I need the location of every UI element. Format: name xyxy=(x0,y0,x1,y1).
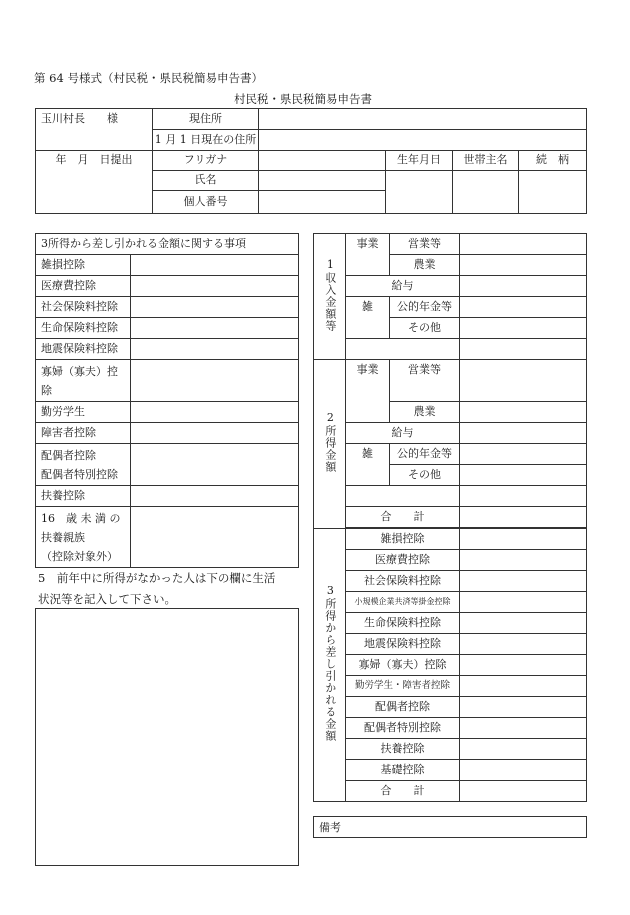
earnings-pension-field[interactable] xyxy=(460,444,587,465)
earnings-blank-field[interactable] xyxy=(460,486,587,507)
income-blank-label xyxy=(346,339,460,360)
living-situation-box[interactable] xyxy=(35,608,299,866)
income-other-field[interactable] xyxy=(460,318,587,339)
earnings-other-field[interactable] xyxy=(460,465,587,486)
deducted-item-field[interactable] xyxy=(460,718,587,739)
birthdate-label: 生年月日 xyxy=(386,151,453,171)
deducted-item-field[interactable] xyxy=(460,613,587,634)
header-table xyxy=(35,108,587,214)
earnings-salary-label: 給与 xyxy=(346,423,460,444)
income-other-label: その他 xyxy=(390,318,460,339)
earnings-salary-field[interactable] xyxy=(460,423,587,444)
deducted-label: 3所得から差し引かれる金額 xyxy=(323,584,337,743)
deducted-item-label: 社会保険料控除 xyxy=(346,571,460,592)
deducted-item-field[interactable] xyxy=(460,634,587,655)
earnings-misc-label: 雑 xyxy=(346,444,390,486)
deduction-field[interactable] xyxy=(131,339,299,360)
spouse-line1: 配偶者控除 xyxy=(41,448,96,462)
income-section-label xyxy=(314,234,346,360)
student-label: 勤労学生 xyxy=(36,402,131,423)
current-address-label: 現住所 xyxy=(153,109,259,130)
income-agriculture-field[interactable] xyxy=(460,255,587,276)
under16-label xyxy=(36,507,131,568)
income-agriculture-label: 農業 xyxy=(390,255,460,276)
deducted-item-label: 地震保険料控除 xyxy=(346,634,460,655)
birthdate-field[interactable] xyxy=(386,171,453,214)
deducted-section-label xyxy=(314,529,346,802)
name-label: 氏名 xyxy=(153,171,259,191)
widow-line2: 除 xyxy=(41,383,52,397)
deduction-label: 社会保険料控除 xyxy=(36,297,131,318)
current-address-field[interactable] xyxy=(259,109,587,130)
earnings-sales-label: 営業等 xyxy=(390,360,460,402)
earnings-pension-label: 公的年金等 xyxy=(390,444,460,465)
earnings-business-label: 事業 xyxy=(346,360,390,423)
widow-deduction-label xyxy=(36,360,131,402)
income-blank-field[interactable] xyxy=(460,339,587,360)
deducted-item-label: 小規模企業共済等掛金控除 xyxy=(346,592,460,613)
spouse-deduction-field[interactable] xyxy=(131,444,299,486)
income-pension-field[interactable] xyxy=(460,297,587,318)
deducted-item-label: 寡婦（寡夫）控除 xyxy=(346,655,460,676)
deduction-label: 生命保険料控除 xyxy=(36,318,131,339)
deducted-item-field[interactable] xyxy=(460,697,587,718)
under16-line1: 16 歳 未 満 の xyxy=(41,511,121,525)
deducted-item-field[interactable] xyxy=(460,550,587,571)
disability-label: 障害者控除 xyxy=(36,423,131,444)
deducted-item-field[interactable] xyxy=(460,529,587,550)
widow-deduction-field[interactable] xyxy=(131,360,299,402)
deducted-item-label: 配偶者特別控除 xyxy=(346,718,460,739)
income-business-label: 事業 xyxy=(346,234,390,276)
deductions-title: 3所得から差し引かれる金額に関する事項 xyxy=(36,234,299,255)
jan1-address-field[interactable] xyxy=(259,130,587,151)
deducted-item-field[interactable] xyxy=(460,592,587,613)
deducted-total-field[interactable] xyxy=(460,781,587,802)
dependent-label: 扶養控除 xyxy=(36,486,131,507)
deducted-item-field[interactable] xyxy=(460,760,587,781)
widow-line1: 寡婦（寡夫）控 xyxy=(41,364,118,378)
furigana-field[interactable] xyxy=(259,151,386,171)
spouse-deduction-label xyxy=(36,444,131,486)
income-table xyxy=(313,233,587,802)
deducted-item-label: 配偶者控除 xyxy=(346,697,460,718)
student-field[interactable] xyxy=(131,402,299,423)
deduction-label: 医療費控除 xyxy=(36,276,131,297)
earnings-blank-label xyxy=(346,486,460,507)
remarks-box[interactable] xyxy=(313,816,587,838)
deducted-item-label: 雑損控除 xyxy=(346,529,460,550)
earnings-total-label: 合 計 xyxy=(346,507,460,528)
earnings-other-label: その他 xyxy=(390,465,460,486)
deducted-item-field[interactable] xyxy=(460,676,587,697)
remarks-label: 備考 xyxy=(319,821,341,834)
income-sales-field[interactable] xyxy=(460,234,587,255)
household-head-field[interactable] xyxy=(453,171,519,214)
individual-number-field[interactable] xyxy=(259,191,386,214)
section5-line1: 5 前年中に所得がなかった人は下の欄に生活 xyxy=(38,571,276,585)
income-pension-label: 公的年金等 xyxy=(390,297,460,318)
furigana-label: フリガナ xyxy=(153,151,259,171)
deducted-item-label: 基礎控除 xyxy=(346,760,460,781)
disability-field[interactable] xyxy=(131,423,299,444)
deduction-label: 雑損控除 xyxy=(36,255,131,276)
deducted-item-label: 扶養控除 xyxy=(346,739,460,760)
jan1-address-label: 1 月 1 日現在の住所 xyxy=(153,130,259,151)
under16-line2: 扶養親族 xyxy=(41,530,85,544)
deducted-item-field[interactable] xyxy=(460,571,587,592)
income-sales-label: 営業等 xyxy=(390,234,460,255)
addressee: 玉川村長 様 xyxy=(36,109,153,151)
deductions-table xyxy=(35,233,299,568)
relationship-label: 続 柄 xyxy=(519,151,587,171)
earnings-sales-field[interactable] xyxy=(460,360,587,402)
deducted-item-field[interactable] xyxy=(460,739,587,760)
under16-field[interactable] xyxy=(131,507,299,568)
income-salary-field[interactable] xyxy=(460,276,587,297)
submission-date: 年 月 日提出 xyxy=(36,151,153,214)
section5-line2: 状況等を記入して下さい。 xyxy=(38,592,176,606)
deducted-item-label: 医療費控除 xyxy=(346,550,460,571)
income-label: 1収入金額等 xyxy=(323,257,337,332)
income-misc-label: 雑 xyxy=(346,297,390,339)
name-field[interactable] xyxy=(259,171,386,191)
deduction-field[interactable] xyxy=(131,255,299,276)
deduction-field[interactable] xyxy=(131,297,299,318)
deduction-field[interactable] xyxy=(131,318,299,339)
deducted-item-field[interactable] xyxy=(460,655,587,676)
household-head-label: 世帯主名 xyxy=(453,151,519,171)
income-salary-label: 給与 xyxy=(346,276,460,297)
earnings-agriculture-label: 農業 xyxy=(390,402,460,423)
dependent-field[interactable] xyxy=(131,486,299,507)
earnings-section-label xyxy=(314,360,346,529)
earnings-total-field[interactable] xyxy=(460,507,587,528)
deducted-item-label: 生命保険料控除 xyxy=(346,613,460,634)
deduction-label: 地震保険料控除 xyxy=(36,339,131,360)
earnings-agriculture-field[interactable] xyxy=(460,402,587,423)
deducted-total-label: 合 計 xyxy=(346,781,460,802)
spouse-line2: 配偶者特別控除 xyxy=(41,467,118,481)
deducted-item-label: 勤労学生・障害者控除 xyxy=(346,676,460,697)
relationship-field[interactable] xyxy=(519,171,587,214)
deduction-field[interactable] xyxy=(131,276,299,297)
earnings-label: 2所得金額 xyxy=(323,411,337,474)
form-title: 村民税・県民税簡易申告書 xyxy=(234,92,372,106)
under16-line3: （控除対象外） xyxy=(41,549,118,563)
form-number: 第 64 号様式（村民税・県民税簡易申告書） xyxy=(34,71,263,85)
individual-number-label: 個人番号 xyxy=(153,191,259,214)
